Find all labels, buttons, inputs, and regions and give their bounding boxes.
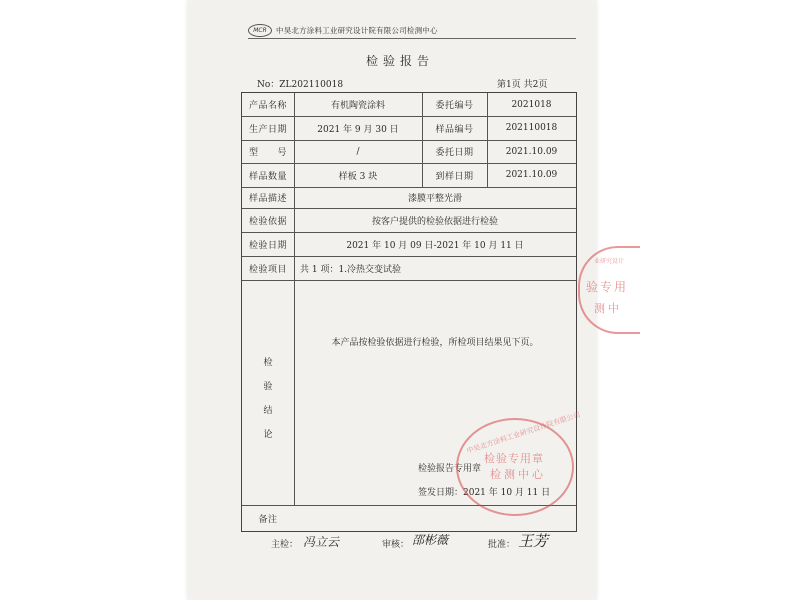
approver-signature: 王芳	[518, 532, 549, 550]
arrival-date-value: 2021.10.09	[505, 170, 558, 180]
issue-date: 签发日期：2021 年 10 月 11 日	[418, 487, 551, 498]
items-value: 共 1 项：1.冷热交变试验	[300, 264, 402, 275]
seal-ring-text: 中昊北方涂料工业研究设计院有限公司	[465, 410, 582, 456]
basis-label: 检验依据	[248, 216, 287, 227]
conclusion-label-char: 论	[263, 429, 273, 440]
conclusion-label-char: 验	[263, 381, 273, 392]
organization-name: 中昊北方涂料工业研究设计院有限公司检测中心	[276, 26, 438, 35]
conclusion-text: 本产品按检验依据进行检验，所检项目结果见下页。	[331, 337, 539, 348]
inspection-date-label: 检验日期	[248, 240, 287, 251]
sample-qty-value: 样板 3 块	[338, 171, 378, 182]
row-divider	[242, 280, 576, 281]
report-title: 检验报告	[365, 54, 434, 68]
remarks-label: 备注	[258, 514, 278, 525]
basis-value: 按客户提供的检验依据进行检验	[371, 216, 498, 227]
entrust-no-value: 2021018	[511, 99, 552, 110]
product-name-value: 有机陶瓷涂料	[330, 101, 385, 111]
header-rule	[248, 38, 576, 39]
page-indicator: 第1页 共2页	[497, 80, 548, 90]
model-value: /	[356, 146, 360, 157]
model-label: 型 号	[248, 148, 287, 158]
conclusion-label-char: 结	[263, 405, 273, 416]
entrust-no-label: 委托编号	[435, 101, 474, 111]
arrival-date-label: 到样日期	[435, 171, 474, 182]
inspector-label: 主检：	[271, 540, 299, 550]
entrust-date-value: 2021.10.09	[505, 146, 558, 157]
report-header	[248, 24, 438, 37]
inspection-seal	[456, 410, 582, 516]
production-date-value: 2021 年 9 月 30 日	[317, 124, 399, 135]
report-number: No：ZL202110018	[257, 80, 344, 90]
seal-center-text: 检验专用章	[484, 452, 544, 465]
items-label: 检验项目	[248, 264, 287, 275]
sample-desc-label: 样品描述	[248, 194, 287, 204]
approver-label: 批准：	[488, 540, 516, 550]
sample-desc-value: 漆膜平整光滑	[407, 194, 462, 204]
sample-no-value: 202110018	[505, 123, 558, 133]
entrust-date-label: 委托日期	[435, 148, 474, 158]
conclusion-label-char: 检	[263, 357, 273, 368]
edge-seal-text: 验专用	[586, 280, 629, 294]
reviewer-signature: 邵彬薇	[412, 533, 449, 547]
product-name-label: 产品名称	[248, 101, 287, 111]
company-logo: MCR	[248, 24, 272, 37]
inspection-date-value: 2021 年 10 月 09 日-2021 年 10 月 11 日	[346, 240, 524, 251]
production-date-label: 生产日期	[248, 124, 287, 135]
special-seal-label: 检验报告专用章	[418, 463, 482, 474]
seal-center-text: 检测中心	[490, 468, 546, 481]
reviewer-label: 审核：	[382, 540, 410, 550]
sample-no-label: 样品编号	[435, 124, 474, 135]
inspector-signature: 冯立云	[303, 535, 340, 549]
edge-seal-text: 测中	[594, 302, 622, 315]
edge-seal-ring-text: 业研究设计	[594, 258, 625, 265]
sample-qty-label: 样品数量	[248, 171, 287, 182]
